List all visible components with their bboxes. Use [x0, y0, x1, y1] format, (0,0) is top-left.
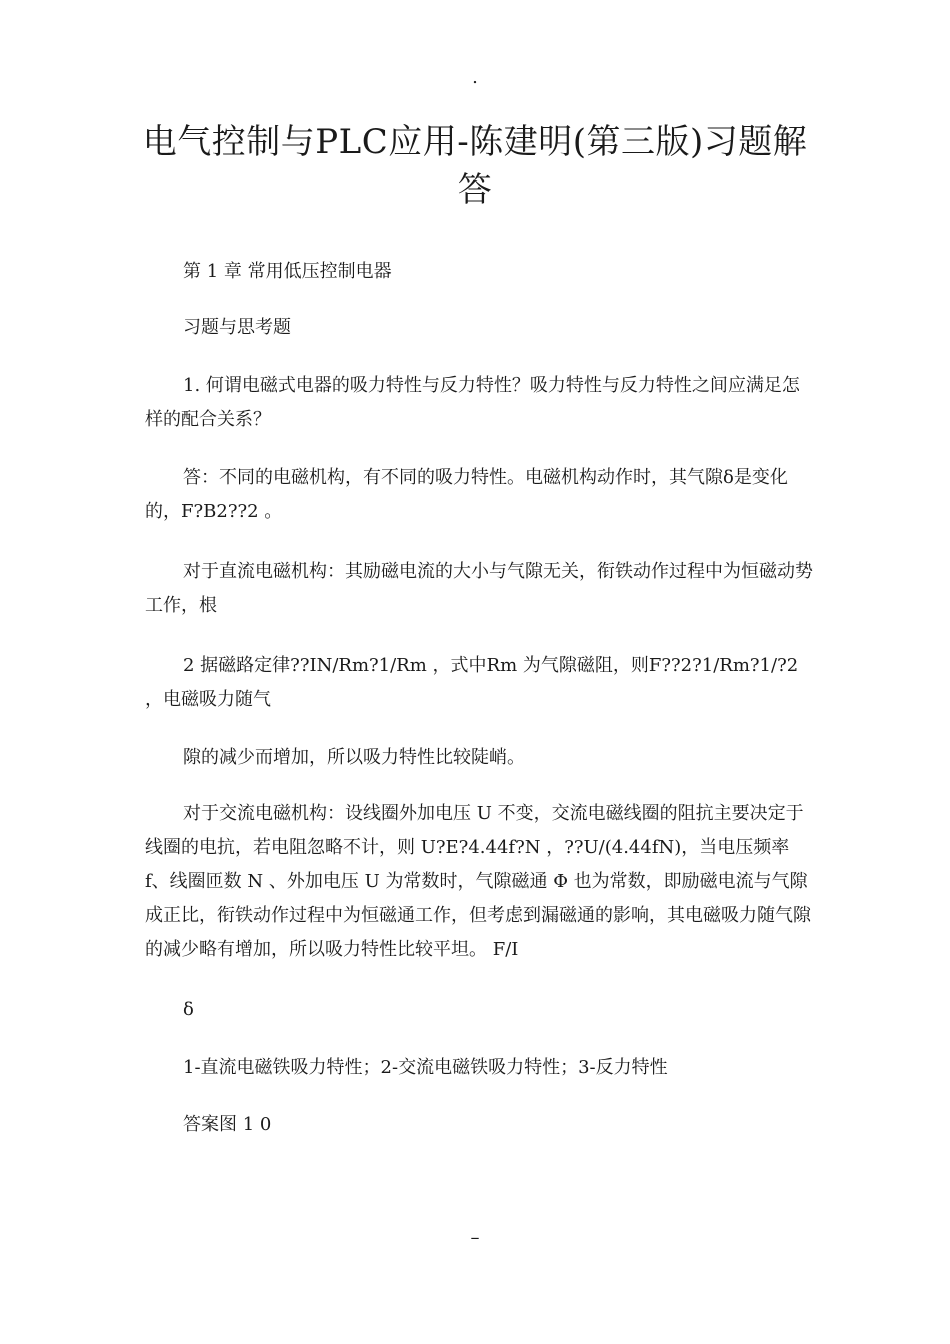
delta-label: δ [183, 999, 194, 1020]
dc-paragraph-3: 隙的减少而增加，所以吸力特性比较陡峭。 [183, 747, 525, 768]
dc-paragraph-1: 对于直流电磁机构：其励磁电流的大小与气隙无关，衔铁动作过程中为恒磁动势工作，根 [145, 561, 813, 616]
figure-caption: 答案图 1 0 [183, 1114, 272, 1135]
figure-legend: 1-直流电磁铁吸力特性；2-交流电磁铁吸力特性；3-反力特性 [183, 1057, 668, 1078]
answer-intro: 答：不同的电磁机构，有不同的吸力特性。电磁机构动作时，其气隙δ是变化的，F?B2??2 。 [145, 467, 788, 522]
dc-paragraph-2: 2 据磁路定律??IN/Rm?1/Rm ，式中Rm 为气隙磁阻，则F??2?1/Rm?1/?2 ，电磁吸力随气 [145, 655, 799, 710]
document-title: 电气控制与PLC应用-陈建明(第三版)习题解答 [142, 122, 808, 210]
section-heading: 习题与思考题 [183, 317, 291, 338]
ac-paragraph: 对于交流电磁机构：设线圈外加电压 U 不变，交流电磁线圈的阻抗主要决定于线圈的电抗，若电阻忽略不计，则 U?E?4.44f?N ，??U/(4.44fN)，当电压频率 f、线圈匝数 N 、外加电压 U 为常数时，气隙磁通 Φ 也为常数，即励磁电流与气隙成正比，衔铁动作过程中为恒磁通工作，但考虑到漏磁通的影响，其电磁吸力随气隙的减少略有增加，所以吸力特性比较平坦。 F/I [145, 803, 811, 960]
page-header-mark: . [472, 67, 478, 88]
chapter-heading: 第 1 章 常用低压控制电器 [183, 261, 392, 282]
question-1: 1. 何谓电磁式电器的吸力特性与反力特性？吸力特性与反力特性之间应满足怎样的配合关系？ [145, 375, 800, 430]
page-footer-mark: – [470, 1227, 480, 1248]
